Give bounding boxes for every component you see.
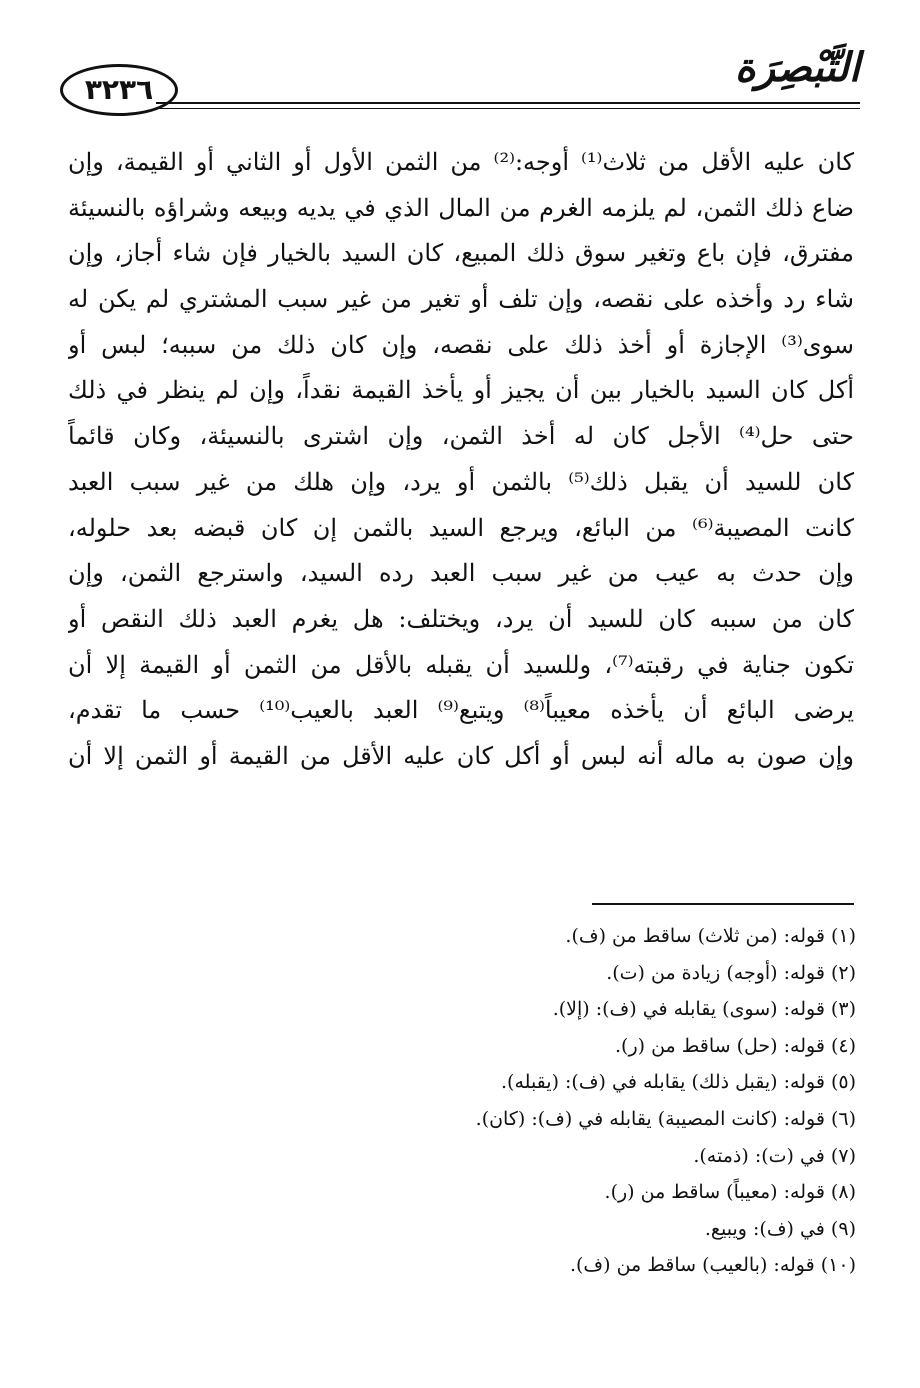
text-line: يرضى البائع أن يأخذه معيباً⁽⁸⁾ ويتبع⁽⁹⁾ العبد بالعيب⁽¹⁰⁾ حسب ما تقدم، [68, 696, 854, 725]
text-line: شاء رد وأخذه على نقصه، وإن تلف أو تغير من غير سبب المشتري لم يكن له [68, 285, 854, 314]
header-rule [156, 102, 860, 104]
text-line: ضاع ذلك الثمن، لم يلزمه الغرم من المال الذي في يديه وبيعه وشراؤه بالنسيئة [68, 193, 854, 222]
footnote: (٥) قوله: (يقبل ذلك) يقابله في (ف): (يقبله). [501, 1071, 856, 1094]
page-number: ٣٢٣٦ [84, 73, 154, 106]
text-line: كان للسيد أن يقبل ذلك⁽⁵⁾ بالثمن أو يرد، وإن هلك من غير سبب العبد [68, 467, 854, 496]
footnote-separator [592, 903, 854, 905]
footnote: (٣) قوله: (سوى) يقابله في (ف): (إلا). [552, 998, 856, 1021]
footnote: (٤) قوله: (حل) ساقط من (ر). [615, 1034, 856, 1057]
footnote: (٩) في (ف): ويبيع. [704, 1217, 856, 1240]
footnote: (٦) قوله: (كانت المصيبة) يقابله في (ف): (كان). [475, 1107, 856, 1130]
header-rule-thin [156, 108, 860, 109]
text-line: حتى حل⁽⁴⁾ الأجل كان له أخذ الثمن، وإن اشترى بالنسيئة، وكان قائماً [68, 422, 854, 451]
footnote: (١٠) قوله: (بالعيب) ساقط من (ف). [569, 1254, 856, 1277]
footnote: (٨) قوله: (معيباً) ساقط من (ر). [604, 1181, 856, 1204]
text-line: أكل كان السيد بالخيار بين أن يجيز أو يأخذ القيمة نقداً، وإن لم ينظر في ذلك [68, 376, 854, 405]
text-line: تكون جناية في رقبته⁽⁷⁾، وللسيد أن يقبله بالأقل من الثمن أو القيمة إلا أن [68, 650, 854, 679]
footnote: (١) قوله: (من ثلاث) ساقط من (ف). [565, 925, 856, 947]
footnotes [300, 918, 856, 1284]
text-line: وإن صون به ماله أنه لبس أو أكل كان عليه الأقل من القيمة أو الثمن إلا أن [68, 741, 854, 770]
text-line: كان عليه الأقل من ثلاث⁽¹⁾ أوجه:⁽²⁾ من الثمن الأول أو الثاني أو القيمة، وإن [68, 148, 854, 176]
footnote: (٢) قوله: (أوجه) زيادة من (ت). [606, 961, 856, 984]
text-line: كان من سببه كان للسيد أن يرد، ويختلف: هل يغرم العبد ذلك النقص أو [68, 604, 854, 633]
page-header [60, 42, 860, 122]
footnote: (٧) في (ت): (ذمته). [693, 1144, 856, 1167]
text-line: مفترق، فإن باع وتغير سوق ذلك المبيع، كان السيد بالخيار فإن شاء أجاز، وإن [68, 239, 854, 268]
main-text [68, 140, 854, 780]
book-title: التَّبْصِرَة [734, 45, 860, 91]
text-line: كانت المصيبة⁽⁶⁾ من البائع، ويرجع السيد بالثمن إن كان قبضه بعد حلوله، [68, 513, 854, 542]
text-line: سوى⁽³⁾ الإجازة أو أخذ ذلك على نقصه، وإن كان ذلك من سببه؛ لبس أو [68, 330, 854, 359]
text-line: وإن حدث به عيب من غير سبب العبد رده السيد، واسترجع الثمن، وإن [68, 559, 854, 588]
